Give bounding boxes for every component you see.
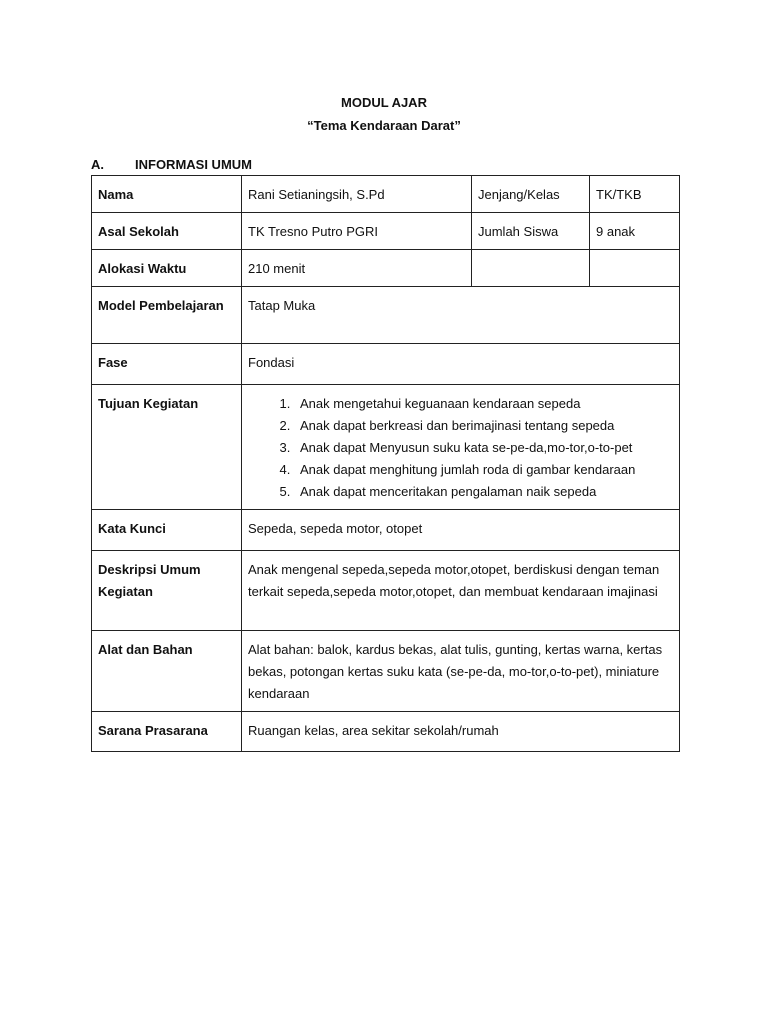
row-value: Sepeda, sepeda motor, otopet <box>242 510 680 551</box>
list-item: 5. Anak dapat menceritakan pengalaman naik sepeda <box>294 481 673 503</box>
goals-list <box>248 393 673 503</box>
document-title: MODUL AJAR <box>341 95 427 110</box>
empty-cell <box>590 250 680 287</box>
section-heading <box>91 157 252 172</box>
row-value: TK/TKB <box>590 176 680 213</box>
document-subtitle: “Tema Kendaraan Darat” <box>307 118 461 133</box>
row-value: 9 anak <box>590 213 680 250</box>
table-row <box>92 176 680 213</box>
row-value: Anak mengenal sepeda,sepeda motor,otopet, berdiskusi dengan teman terkait sepeda,sepeda motor,otopet, dan membuat kendaraan imajinasi <box>242 551 680 631</box>
row-label: Deskripsi Umum Kegiatan <box>92 551 242 631</box>
row-value: Alat bahan: balok, kardus bekas, alat tulis, gunting, kertas warna, kertas bekas, potongan kertas suku kata (se-pe-da, mo-tor,o-to-pet), miniature kendaraan <box>242 631 680 712</box>
table-row <box>92 712 680 752</box>
list-item: 3. Anak dapat Menyusun suku kata se-pe-da,mo-tor,o-to-pet <box>294 437 673 459</box>
row-label: Alokasi Waktu <box>92 250 242 287</box>
row-label: Tujuan Kegiatan <box>92 385 242 510</box>
empty-cell <box>472 250 590 287</box>
row-label: Model Pembelajaran <box>92 287 242 344</box>
table-row <box>92 287 680 344</box>
row-label: Jenjang/Kelas <box>472 176 590 213</box>
row-value: Ruangan kelas, area sekitar sekolah/rumah <box>242 712 680 752</box>
row-label: Kata Kunci <box>92 510 242 551</box>
table-row <box>92 631 680 712</box>
table-row <box>92 344 680 385</box>
row-value: 210 menit <box>242 250 472 287</box>
list-item: 4. Anak dapat menghitung jumlah roda di gambar kendaraan <box>294 459 673 481</box>
row-label: Fase <box>92 344 242 385</box>
row-label: Jumlah Siswa <box>472 213 590 250</box>
goals-cell <box>242 385 680 510</box>
info-table <box>91 175 680 752</box>
table-row <box>92 510 680 551</box>
table-row <box>92 213 680 250</box>
row-value: Fondasi <box>242 344 680 385</box>
row-label: Nama <box>92 176 242 213</box>
list-item: 1. Anak mengetahui keguanaan kendaraan sepeda <box>294 393 673 415</box>
section-letter: A. <box>91 157 104 172</box>
section-title: INFORMASI UMUM <box>135 157 252 172</box>
row-value: Tatap Muka <box>242 287 680 344</box>
table-row <box>92 385 680 510</box>
row-label: Asal Sekolah <box>92 213 242 250</box>
row-label: Alat dan Bahan <box>92 631 242 712</box>
list-item: 2. Anak dapat berkreasi dan berimajinasi tentang sepeda <box>294 415 673 437</box>
row-value: TK Tresno Putro PGRI <box>242 213 472 250</box>
table-row <box>92 551 680 631</box>
row-value: Rani Setianingsih, S.Pd <box>242 176 472 213</box>
row-label: Sarana Prasarana <box>92 712 242 752</box>
table-row <box>92 250 680 287</box>
